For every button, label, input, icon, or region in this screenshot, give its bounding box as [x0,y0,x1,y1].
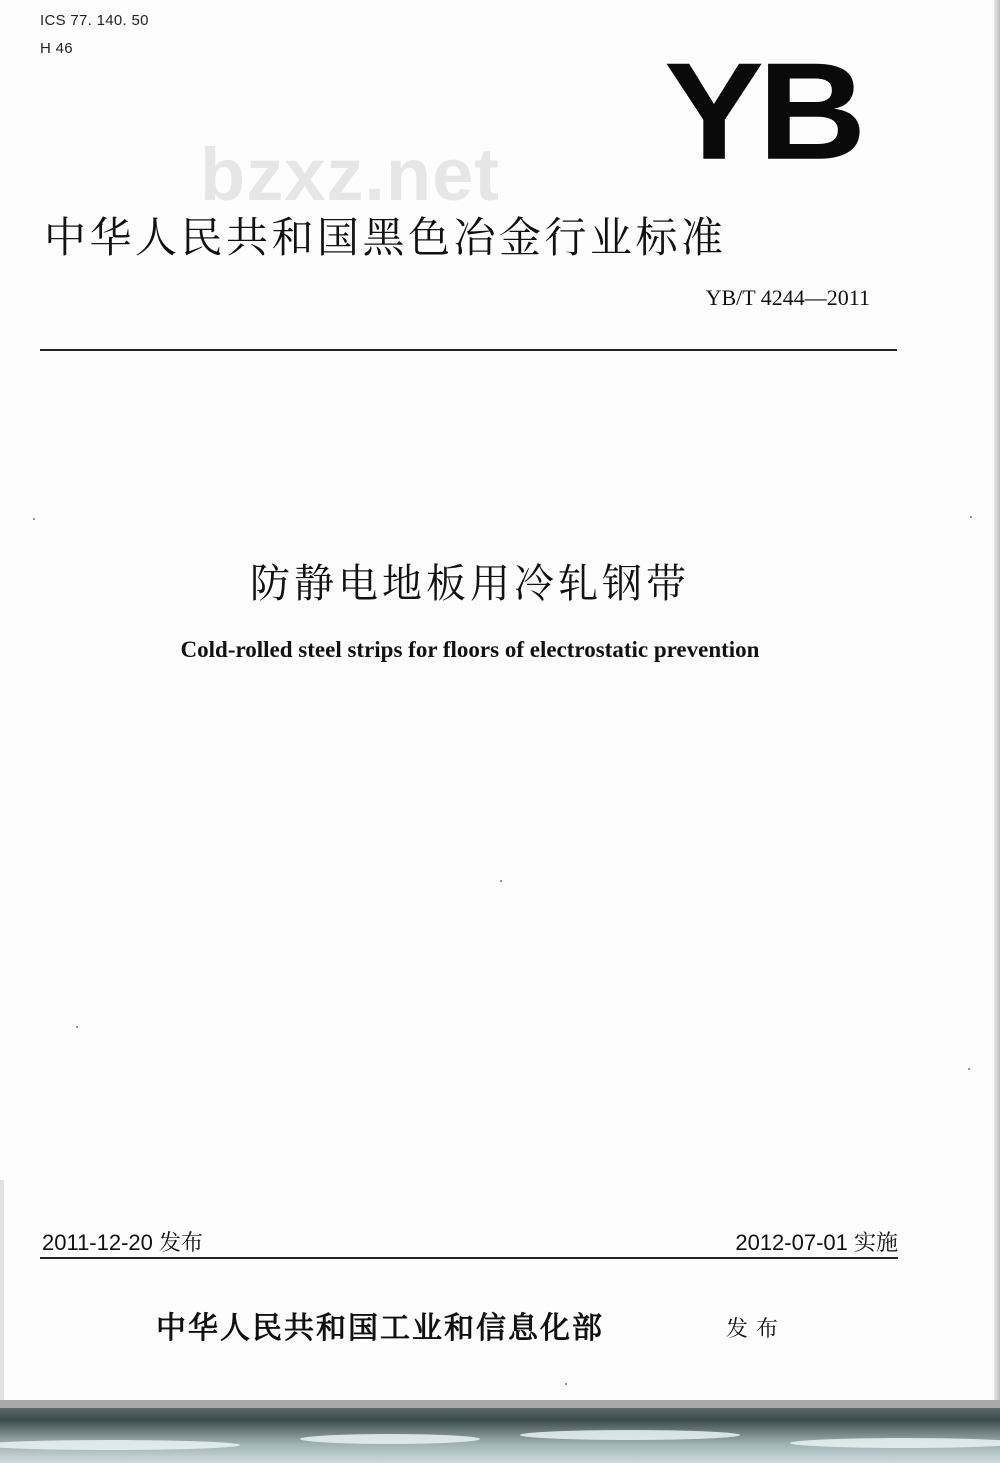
header-divider [40,349,897,351]
issue-date: 2011-12-20 发布 [42,1230,204,1255]
publisher-name: 中华人民共和国工业和信息化部 [156,1311,604,1346]
ics-code: ICS 77. 140. 50 [40,12,149,29]
publish-label: 发布 [726,1317,787,1342]
classification-code: H 46 [40,40,73,57]
wave-foam [300,1434,480,1444]
scenic-photo-strip [0,1400,1000,1463]
page-edge-shadow-left [0,1180,4,1400]
wave-foam [520,1430,740,1440]
standard-number: YB/T 4244—2011 [705,285,870,310]
yb-logo: YB [664,33,861,189]
standard-category-heading: 中华人民共和国黑色冶金行业标准 [44,213,727,262]
scan-speck [970,516,972,518]
watermark-text: bzxz.net [200,133,500,216]
scan-speck [500,880,502,882]
implementation-date: 2012-07-01 实施 [735,1230,898,1255]
document-title-english: Cold-rolled steel strips for floors of electrostatic prevention [180,637,760,662]
scan-speck [33,518,35,520]
wave-foam [790,1438,1000,1448]
wave-foam [0,1440,240,1450]
footer-divider [40,1257,898,1259]
page-edge-shadow [994,0,1000,1400]
document-title-chinese: 防静电地板用冷轧钢带 [250,561,690,607]
scan-speck [565,1383,567,1385]
scan-speck [968,1068,970,1070]
scan-speck [76,1026,78,1028]
